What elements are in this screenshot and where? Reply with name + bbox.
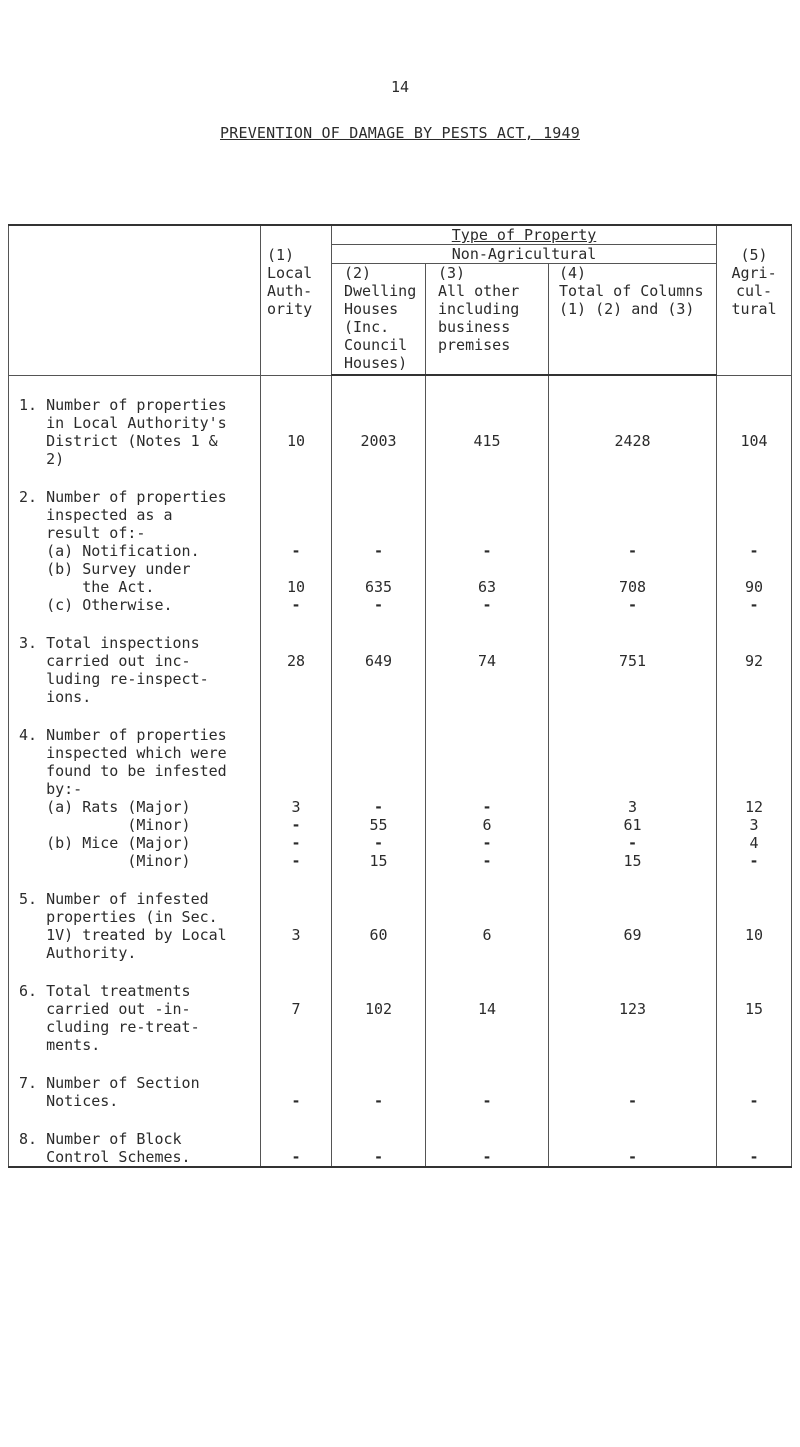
row-label: 5. Number of infested properties (in Sec. 1V) treated by Local Authority. — [9, 890, 261, 962]
cell-agricultural: 10 — [717, 890, 792, 962]
cell-agricultural: 15 — [717, 982, 792, 1054]
cell-all-other: 6 — [426, 890, 549, 962]
row-label: 2. Number of properties inspected as a result of:- (a) Notification. (b) Survey under the Act. (c) Otherwise. — [9, 488, 261, 614]
table-row — [9, 488, 792, 614]
cell-agricultural: 104 — [717, 396, 792, 468]
cell-local-authority: - — [261, 1074, 332, 1110]
cell-total: 69 — [549, 890, 717, 962]
row-label: 8. Number of Block Control Schemes. — [9, 1130, 261, 1167]
row-label: 1. Number of properties in Local Authority's District (Notes 1 & 2) — [9, 396, 261, 468]
cell-total: 3 61 - 15 — [549, 726, 717, 870]
table-row — [9, 1130, 792, 1167]
cell-total: 751 — [549, 634, 717, 706]
header-blank-cell — [9, 225, 261, 375]
cell-local-authority: 28 — [261, 634, 332, 706]
cell-all-other: 74 — [426, 634, 549, 706]
cell-local-authority: - — [261, 1130, 332, 1167]
cell-local-authority: - 10 - — [261, 488, 332, 614]
header-non-agricultural: Non-Agricultural — [332, 245, 717, 264]
row-label: 3. Total inspections carried out inc- luding re-inspect- ions. — [9, 634, 261, 706]
cell-agricultural: - — [717, 1074, 792, 1110]
cell-dwelling-houses: - — [332, 1130, 426, 1167]
cell-all-other: - — [426, 1130, 549, 1167]
header-all-other: (3) All other including business premises — [426, 264, 549, 376]
cell-all-other: 14 — [426, 982, 549, 1054]
header-type-of-property: Type of Property — [332, 225, 717, 245]
row-label: 4. Number of properties inspected which were found to be infested by:- (a) Rats (Major) (Minor) (b) Mice (Major) (Minor) — [9, 726, 261, 870]
table-body — [9, 375, 792, 1167]
table-row — [9, 982, 792, 1054]
cell-dwelling-houses: 60 — [332, 890, 426, 962]
table-row — [9, 396, 792, 468]
header-agricultural: (5) Agri- cul- tural — [717, 225, 792, 375]
row-label: 6. Total treatments carried out -in- cluding re-treat- ments. — [9, 982, 261, 1054]
header-dwelling-houses: (2) Dwelling Houses (Inc. Council Houses) — [332, 264, 426, 376]
cell-total: 123 — [549, 982, 717, 1054]
cell-agricultural: 92 — [717, 634, 792, 706]
cell-agricultural: - — [717, 1130, 792, 1167]
table-row — [9, 634, 792, 706]
cell-total: 2428 — [549, 396, 717, 468]
cell-dwelling-houses: 2003 — [332, 396, 426, 468]
cell-dwelling-houses: 102 — [332, 982, 426, 1054]
page-title: PREVENTION OF DAMAGE BY PESTS ACT, 1949 — [220, 124, 580, 142]
cell-local-authority: 7 — [261, 982, 332, 1054]
cell-local-authority: 3 — [261, 890, 332, 962]
cell-agricultural: 12 3 4 - — [717, 726, 792, 870]
cell-dwelling-houses: 649 — [332, 634, 426, 706]
header-local-authority: (1) Local Auth- ority — [261, 225, 332, 375]
cell-dwelling-houses: - 55 - 15 — [332, 726, 426, 870]
pests-table — [8, 224, 792, 1168]
header-total-columns: (4) Total of Columns (1) (2) and (3) — [549, 264, 717, 376]
table-row — [9, 890, 792, 962]
row-label: 7. Number of Section Notices. — [9, 1074, 261, 1110]
cell-all-other: - 63 - — [426, 488, 549, 614]
cell-total: - — [549, 1074, 717, 1110]
cell-all-other: - 6 - - — [426, 726, 549, 870]
cell-local-authority: 10 — [261, 396, 332, 468]
cell-local-authority: 3 - - - — [261, 726, 332, 870]
table-row — [9, 1074, 792, 1110]
cell-total: - 708 - — [549, 488, 717, 614]
cell-all-other: - — [426, 1074, 549, 1110]
page-number: 14 — [390, 78, 410, 96]
table-header — [9, 225, 792, 375]
cell-dwelling-houses: - — [332, 1074, 426, 1110]
cell-dwelling-houses: - 635 - — [332, 488, 426, 614]
cell-total: - — [549, 1130, 717, 1167]
cell-agricultural: - 90 - — [717, 488, 792, 614]
table-row — [9, 726, 792, 870]
cell-all-other: 415 — [426, 396, 549, 468]
